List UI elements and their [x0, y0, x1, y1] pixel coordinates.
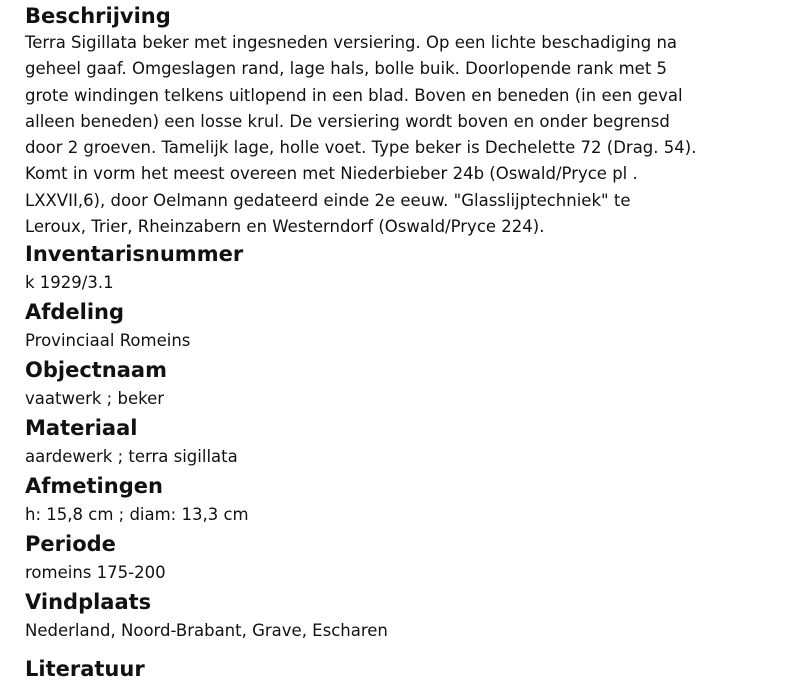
beschrijving-line: Leroux, Trier, Rheinzabern en Westerndorf (Oswald/Pryce 224).: [25, 217, 545, 237]
object-record: [25, 2, 795, 646]
beschrijving-line: geheel gaaf. Omgeslagen rand, lage hals, bolle buik. Doorlopende rank met 5: [25, 59, 668, 79]
materiaal-value: aardewerk ; terra sigillata: [25, 447, 238, 467]
objectnaam-value: vaatwerk ; beker: [25, 389, 165, 409]
vindplaats-label: Vindplaats: [25, 590, 152, 615]
periode-value: romeins 175-200: [25, 563, 166, 583]
objectnaam-label: Objectnaam: [25, 358, 167, 383]
inventarisnummer-label: Inventarisnummer: [25, 242, 244, 267]
periode-label: Periode: [25, 532, 116, 557]
afdeling-value: Provinciaal Romeins: [25, 331, 191, 351]
afmetingen-value: h: 15,8 cm ; diam: 13,3 cm: [25, 505, 249, 525]
materiaal-label: Materiaal: [25, 416, 138, 441]
beschrijving-line: Komt in vorm het meest overeen met Niederbieber 24b (Oswald/Pryce pl .: [25, 164, 638, 184]
afmetingen-label: Afmetingen: [25, 474, 163, 499]
inventarisnummer-value: k 1929/3.1: [25, 273, 114, 293]
beschrijving-label: Beschrijving: [25, 4, 171, 28]
beschrijving-value: [25, 30, 795, 240]
vindplaats-value: Nederland, Noord-Brabant, Grave, Escharen: [25, 621, 388, 641]
beschrijving-line: LXXVII,6), door Oelmann gedateerd einde 2e eeuw. "Glasslijptechniek" te: [25, 190, 631, 210]
beschrijving-line: alleen beneden) een losse krul. De versiering wordt boven en onder begrensd: [25, 111, 670, 131]
beschrijving-line: door 2 groeven. Tamelijk lage, holle voet. Type beker is Dechelette 72 (Drag. 54).: [25, 138, 697, 158]
beschrijving-line: grote windingen telkens uitlopend in een blad. Boven en beneden (in een geval: [25, 85, 683, 105]
beschrijving-line: Terra Sigillata beker met ingesneden versiering. Op een lichte beschadiging na: [25, 33, 678, 52]
literatuur-label: Literatuur: [25, 657, 145, 681]
afdeling-label: Afdeling: [25, 300, 125, 325]
